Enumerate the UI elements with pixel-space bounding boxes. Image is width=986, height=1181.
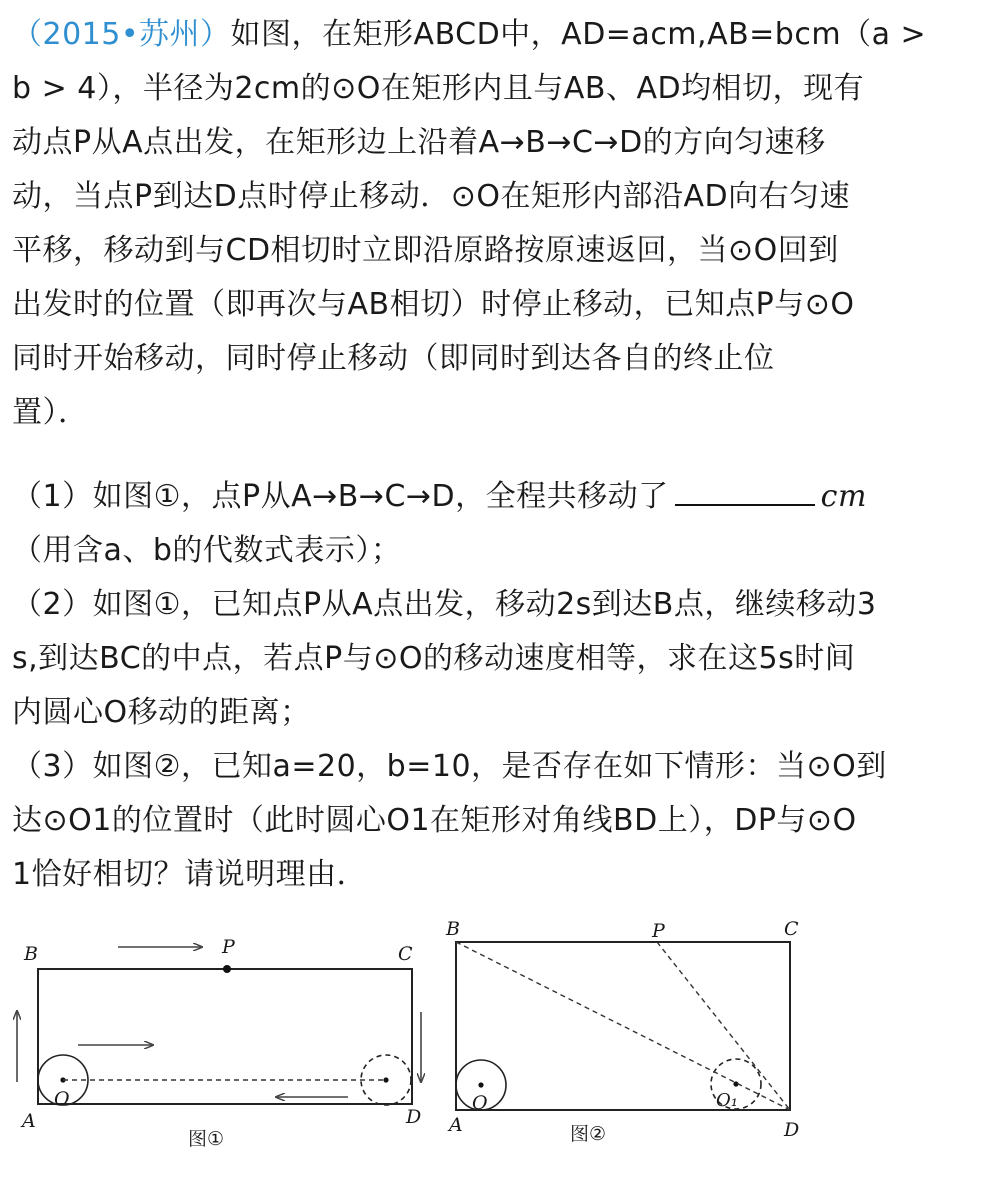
question-3-line-2: 达⊙O1的位置时（此时圆心O1在矩形对角线BD上），DP与⊙O xyxy=(12,803,857,838)
fig1-label-p: P xyxy=(222,936,235,958)
figures xyxy=(0,912,986,1167)
fig2-label-a: A xyxy=(449,1114,463,1136)
fig1-label-b: B xyxy=(24,943,38,965)
figures-svg xyxy=(0,912,986,1167)
question-2-line-2: s,到达BC的中点，若点P与⊙O的移动速度相等，求在这5s时间 xyxy=(12,641,856,676)
fig1-label-a: A xyxy=(22,1110,36,1132)
problem-text xyxy=(12,8,974,902)
fig1-label-c: C xyxy=(398,943,413,965)
intro-line-1: （2015•苏州）如图，在矩形ABCD中，AD=acm,AB=bcm（a > xyxy=(12,17,927,52)
fig2-label-p: P xyxy=(652,920,665,942)
question-3-line-3: 1恰好相切？请说明理由． xyxy=(12,857,368,892)
answer-blank xyxy=(675,474,815,506)
question-1-line-2: （用含a、b的代数式表示）； xyxy=(12,533,402,568)
intro-line-8: 置）． xyxy=(12,395,89,430)
question-2-line-1: （2）如图①，已知点P从A点出发，移动2s到达B点，继续移动3 xyxy=(12,587,877,622)
fig2-label-o1: O₁ xyxy=(716,1090,738,1111)
figure-1 xyxy=(17,936,421,1150)
fig1-caption: 图① xyxy=(188,1128,225,1150)
fig2-label-o: O xyxy=(472,1092,488,1114)
question-3-line-1: （3）如图②，已知a=20，b=10，是否存在如下情形：当⊙O到 xyxy=(12,749,887,784)
fig2-caption: 图② xyxy=(570,1123,607,1145)
fig2-center-dot xyxy=(478,1082,483,1087)
source-tag: （2015•苏州） xyxy=(12,17,231,52)
fig1-label-d: D xyxy=(406,1106,422,1128)
fig2-label-c: C xyxy=(784,918,799,940)
intro-line-2: b > 4），半径为2cm的⊙O在矩形内且与AB、AD均相切，现有 xyxy=(12,71,865,106)
intro-line-4: 动，当点P到达D点时停止移动．⊙O在矩形内部沿AD向右匀速 xyxy=(12,179,851,214)
intro-line-7: 同时开始移动，同时停止移动（即同时到达各自的终止位 xyxy=(12,341,775,376)
fig1-point-p xyxy=(223,965,231,973)
question-2-line-3: 内圆心O移动的距离； xyxy=(12,695,311,730)
intro-line-6: 出发时的位置（即再次与AB相切）时停止移动，已知点P与⊙O xyxy=(12,287,855,322)
question-1-line-1: （1）如图①，点P从A→B→C→D，全程共移动了 cm xyxy=(12,470,974,524)
figure-2 xyxy=(445,918,799,1145)
fig1-rectangle xyxy=(38,969,412,1104)
fig2-label-b: B xyxy=(446,918,460,940)
fig1-label-o: O xyxy=(54,1088,70,1110)
fig2-label-d: D xyxy=(784,1119,800,1141)
intro-line-3: 动点P从A点出发，在矩形边上沿着A→B→C→D的方向匀速移 xyxy=(12,125,826,160)
intro-line-5: 平移，移动到与CD相切时立即沿原路按原速返回，当⊙O回到 xyxy=(12,233,839,268)
fig2-line-pd xyxy=(657,942,790,1110)
